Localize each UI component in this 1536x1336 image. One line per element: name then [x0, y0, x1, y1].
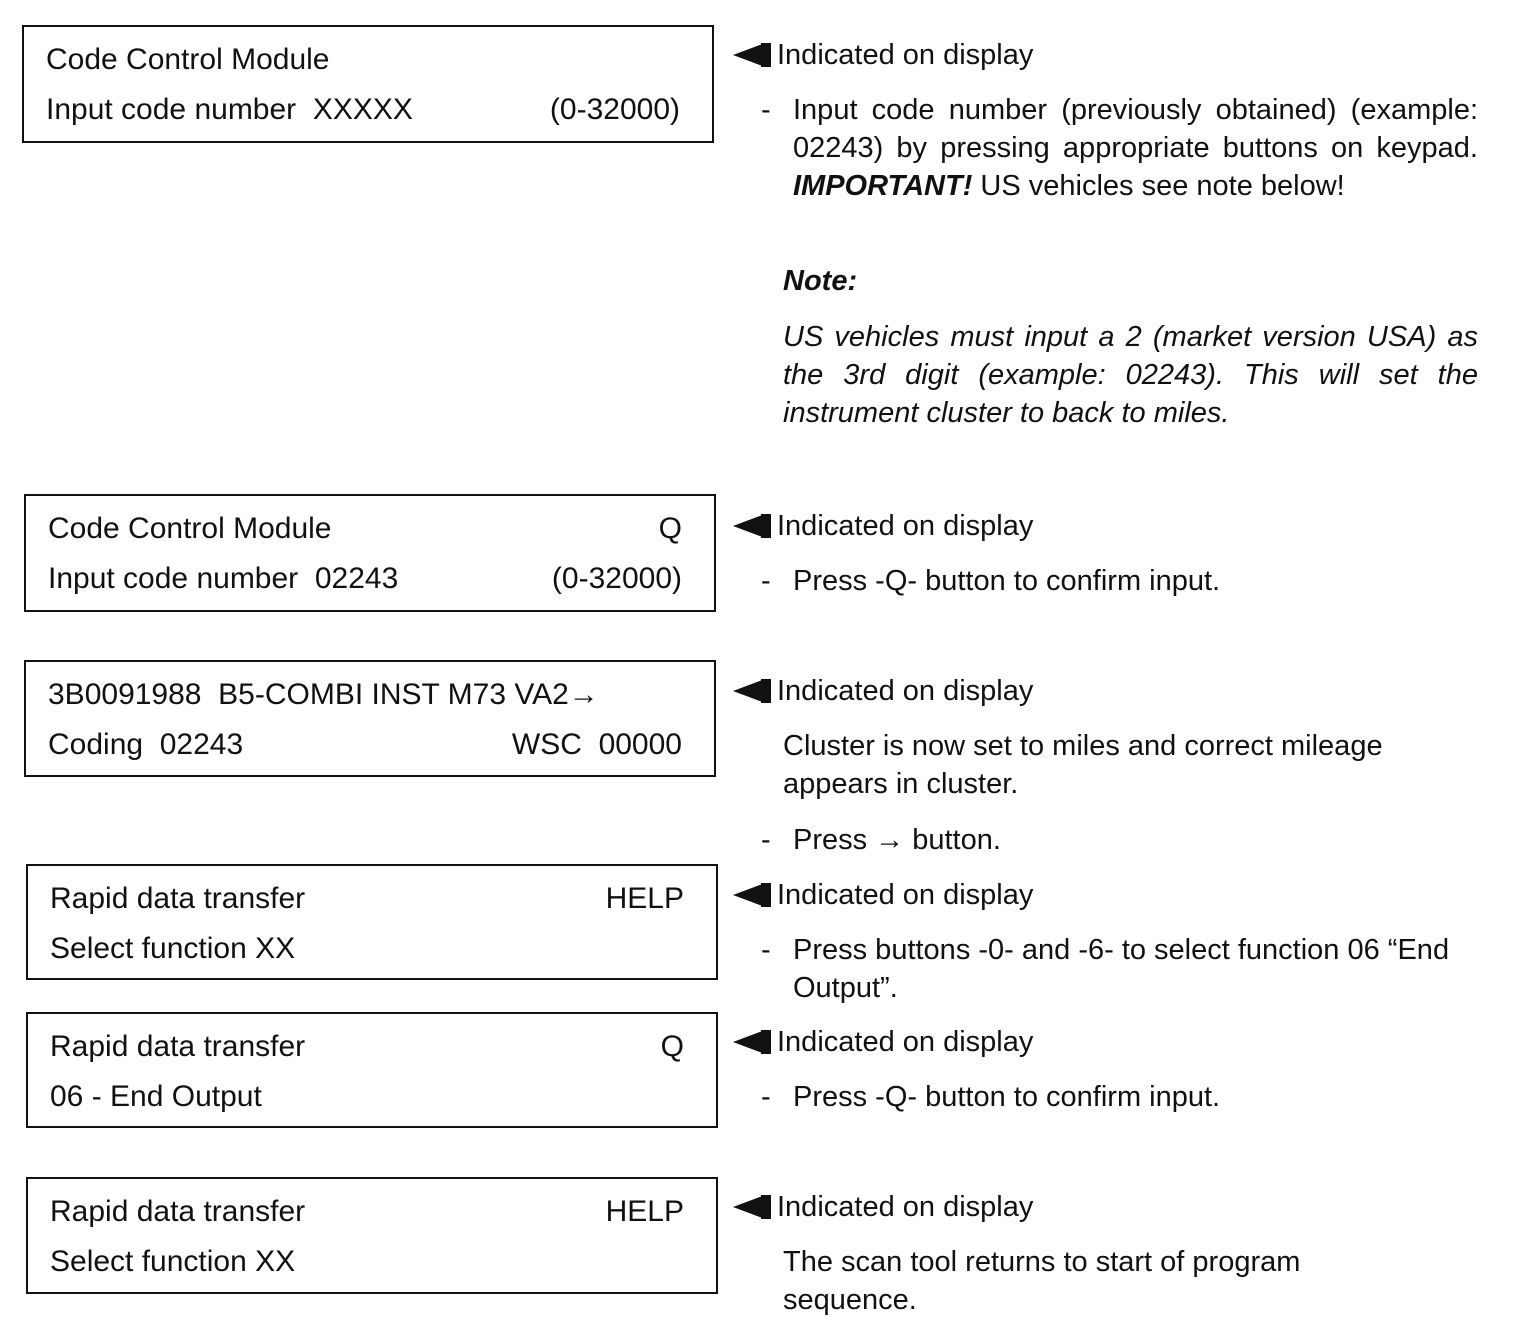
display-line1-left: Code Control Module	[48, 512, 332, 545]
bullet-3	[761, 821, 1478, 859]
display-box-3	[24, 660, 716, 777]
display-line2-left: Input code number XXXXX	[46, 93, 413, 126]
display-line2-left: Coding 02243	[48, 728, 244, 761]
bullet-text: Press -Q- button to confirm input.	[793, 1081, 1221, 1113]
display-box-1	[22, 25, 714, 143]
display-line2-left: Select function XX	[50, 932, 296, 965]
display-line2-right: WSC 00000	[511, 728, 682, 761]
bullet-1	[761, 91, 1478, 205]
display-line2-left: 06 - End Output	[50, 1080, 262, 1113]
dash-marker: -	[761, 934, 771, 966]
bullet-text: Press buttons -0- and -6- to select function 06 “End Output”.	[793, 934, 1450, 1004]
indicator-label: Indicated on display	[777, 39, 1034, 71]
display-line2-left: Input code number 02243	[48, 562, 399, 595]
display-line2-right: (0-32000)	[549, 93, 680, 126]
display-box-6	[26, 1177, 718, 1294]
indicated-on-display-2	[733, 507, 1033, 545]
indicated-on-display-6	[733, 1188, 1033, 1226]
indicated-on-display-4	[733, 876, 1033, 914]
display-line1-left: Rapid data transfer	[50, 1195, 306, 1228]
display-line1-left: Rapid data transfer	[50, 1030, 306, 1063]
step-6-text: The scan tool returns to start of program sequence.	[783, 1246, 1301, 1316]
display-line1-right: HELP	[605, 1195, 684, 1228]
pointer-arrow-stem	[761, 1030, 771, 1054]
display-line2-right: (0-32000)	[551, 562, 682, 595]
display-box-2	[24, 494, 716, 612]
indicated-on-display-5	[733, 1023, 1033, 1061]
bullet-text: Press → button.	[793, 824, 1001, 856]
step-3-text: Cluster is now set to miles and correct mileage appears in cluster.	[783, 730, 1383, 800]
indicated-on-display-1	[733, 36, 1033, 74]
indicated-on-display-3	[733, 672, 1033, 710]
display-line1-left: Rapid data transfer	[50, 882, 306, 915]
indicator-label: Indicated on display	[777, 1191, 1034, 1223]
dash-marker: -	[761, 824, 771, 856]
bullet-tail: US vehicles see note below!	[980, 170, 1345, 202]
indicator-label: Indicated on display	[777, 879, 1034, 911]
dash-marker: -	[761, 1081, 771, 1113]
note-title: Note:	[783, 265, 858, 297]
pointer-arrow-stem	[761, 679, 771, 703]
display-line1-right: Q	[658, 512, 682, 545]
bullet-5	[761, 1078, 1478, 1116]
indicator-label: Indicated on display	[777, 675, 1034, 707]
display-line1-right: HELP	[605, 882, 684, 915]
bullet-2	[761, 562, 1478, 600]
pointer-arrow-stem	[761, 514, 771, 538]
important-label: IMPORTANT!	[793, 170, 973, 202]
display-line2-left: Select function XX	[50, 1245, 296, 1278]
display-box-5	[26, 1012, 718, 1128]
dash-marker: -	[761, 94, 771, 126]
display-box-4	[26, 864, 718, 980]
note-text: US vehicles must input a 2 (market version USA) as the 3rd digit (example: 02243). This will set the instrument cluster to back to miles.	[783, 321, 1478, 429]
display-line1-right: Q	[660, 1030, 684, 1063]
bullet-4	[761, 931, 1478, 1007]
pointer-arrow-stem	[761, 883, 771, 907]
display-line1-left: 3B0091988 B5-COMBI INST M73 VA2→	[48, 678, 599, 711]
pointer-arrow-stem	[761, 43, 771, 67]
bullet-text: Press -Q- button to confirm input.	[793, 565, 1221, 597]
display-line1-left: Code Control Module	[46, 43, 330, 76]
indicator-label: Indicated on display	[777, 1026, 1034, 1058]
bullet-text: Input code number (previously obtained) (example: 02243) by pressing appropriate buttons on keypad.	[793, 94, 1478, 164]
dash-marker: -	[761, 565, 771, 597]
pointer-arrow-stem	[761, 1195, 771, 1219]
indicator-label: Indicated on display	[777, 510, 1034, 542]
